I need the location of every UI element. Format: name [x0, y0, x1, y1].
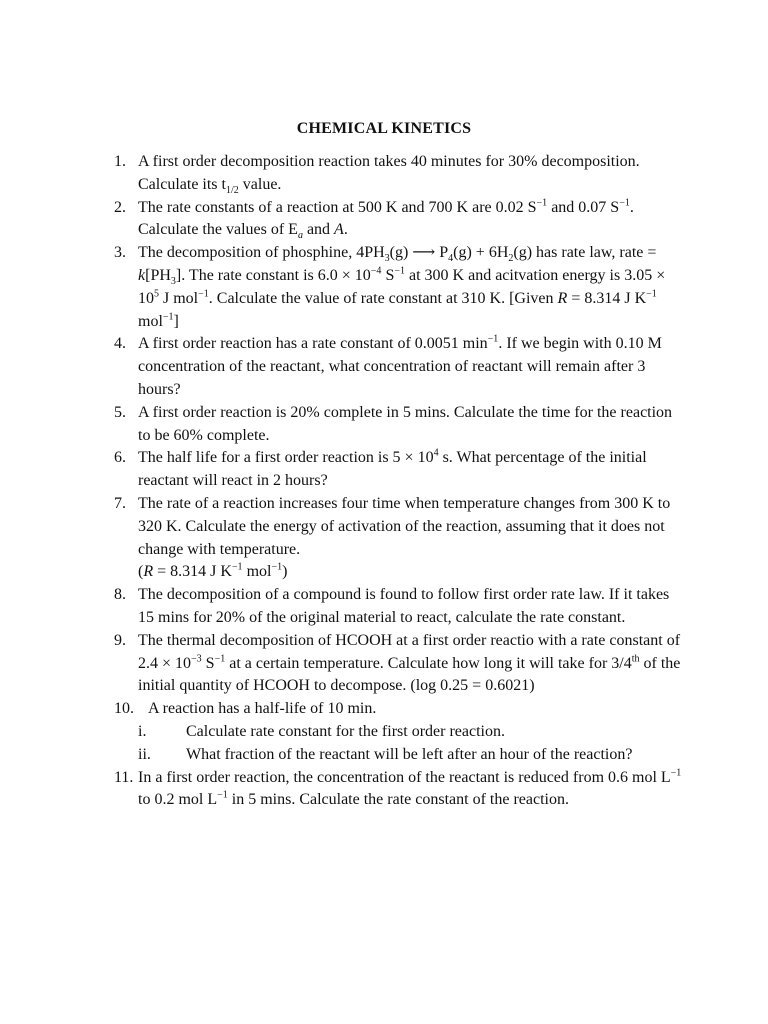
question-4: [114, 333, 684, 401]
symbol: k: [138, 266, 146, 284]
subscript: 4: [448, 253, 454, 265]
question-text: mol: [138, 312, 163, 330]
superscript: −1: [670, 767, 682, 779]
question-list: [114, 151, 684, 812]
superscript: 4: [433, 448, 439, 460]
question-text: (g) ⟶ P: [389, 244, 449, 262]
question-text: [PH: [145, 266, 171, 284]
sub-question-i: [114, 721, 684, 744]
question-3: [114, 242, 684, 333]
question-text: at a certain temperature. Calculate how long it will take for 3/4: [225, 654, 632, 672]
symbol: R: [143, 563, 154, 581]
subscript: 2: [508, 253, 514, 265]
symbol: R: [557, 289, 568, 307]
question-5: [114, 402, 684, 448]
question-text: . Calculate the value of rate constant at 310 K. [Given: [208, 289, 558, 307]
superscript: 5: [154, 288, 159, 300]
question-number: 7.: [114, 494, 126, 512]
sub-question-text: Calculate rate constant for the first order reaction.: [186, 722, 505, 740]
question-number: 3.: [114, 244, 126, 262]
question-number: 4.: [114, 335, 126, 353]
question-number: 9.: [114, 631, 126, 649]
question-text: .: [343, 221, 348, 239]
superscript: −1: [536, 197, 548, 209]
question-text: (g) + 6H: [453, 244, 509, 262]
question-text: of the initial quantity of HCOOH to decompose. (log 0.25 = 0.6021): [138, 654, 681, 695]
superscript: −1: [271, 562, 283, 574]
question-text: The decomposition of a compound is found to follow first order rate law. If it takes 15 mins for 20% of the original material to react, calculate the rate constant.: [138, 586, 670, 626]
question-11: [114, 767, 684, 813]
question-text: J mol: [159, 289, 199, 307]
question-text: (: [138, 563, 144, 581]
superscript: −1: [646, 288, 657, 300]
question-text: A first order reaction has a rate constant of 0.0051 min: [138, 335, 488, 353]
question-1: [114, 151, 684, 197]
symbol: A: [334, 221, 344, 239]
subscript: 1/2: [225, 184, 239, 196]
subscript: 3: [384, 253, 390, 265]
question-text: A first order reaction is 20% complete in 5 mins. Calculate the time for the reaction to be 60% complete.: [138, 403, 673, 444]
superscript: −1: [231, 562, 243, 574]
question-text: and 0.07 S: [547, 198, 620, 216]
superscript: −1: [214, 653, 226, 665]
question-text: ]: [173, 312, 179, 330]
question-text: at 300 K and acitvation energy is 3.05 × 10: [138, 266, 666, 307]
question-text: S: [381, 266, 395, 284]
superscript: th: [631, 653, 640, 665]
question-text: The thermal decomposition of HCOOH at a first order reactio with a rate constant of 2.4 × 10: [138, 631, 681, 672]
sub-question-text: What fraction of the reactant will be left after an hour of the reaction?: [186, 745, 633, 763]
question-number: 2.: [114, 198, 126, 216]
superscript: −1: [217, 789, 228, 801]
superscript: −1: [619, 197, 630, 209]
question-number: 1.: [114, 153, 126, 170]
question-number: 11.: [114, 768, 134, 786]
question-8: [114, 584, 684, 630]
question-text: mol: [242, 563, 272, 581]
question-number: 6.: [114, 449, 126, 467]
question-text: value.: [238, 175, 282, 193]
superscript: −1: [394, 265, 405, 277]
question-9: [114, 630, 684, 698]
question-text: ]. The rate constant is 6.0 × 10: [175, 266, 371, 284]
question-text: and: [302, 221, 335, 239]
superscript: −4: [370, 265, 382, 277]
superscript: −3: [191, 653, 202, 665]
question-6: [114, 447, 684, 493]
sub-question-number: ii.: [138, 745, 151, 763]
superscript: −1: [487, 334, 499, 346]
question-text: The half life for a first order reaction is 5 × 10: [138, 449, 434, 467]
question-7: [114, 493, 684, 584]
superscript: −1: [162, 311, 174, 323]
subscript: a: [297, 230, 303, 242]
question-text: to 0.2 mol L: [138, 791, 218, 809]
question-text: A first order decomposition reaction takes 40 minutes for 30% decomposition. Calculate its t: [138, 153, 640, 193]
question-text: A reaction has a half-life of 10 min.: [148, 700, 377, 718]
question-text: = 8.314 J K: [567, 289, 647, 307]
question-text: S: [201, 654, 215, 672]
subscript: 3: [170, 276, 176, 288]
sub-question-number: i.: [138, 722, 147, 740]
question-text: s. What percentage of the initial reactant will react in 2 hours?: [138, 449, 647, 490]
question-text: In a first order reaction, the concentration of the reactant is reduced from 0.6 mol L: [138, 768, 671, 786]
question-text: The rate of a reaction increases four time when temperature changes from 300 K to 320 K. Calculate the energy of activation of the reaction, assuming that it does not change with temperature.: [138, 494, 671, 558]
document-title: CHEMICAL KINETICS: [296, 120, 472, 137]
question-10: [114, 698, 684, 766]
superscript: −1: [198, 288, 209, 300]
question-text: The rate constants of a reaction at 500 K and 700 K are 0.02 S: [138, 198, 537, 216]
question-number: 5.: [114, 403, 126, 421]
question-text: in 5 mins. Calculate the rate constant of the reaction.: [227, 791, 569, 809]
question-text: ): [282, 563, 288, 581]
question-text: . If we begin with 0.10 M concentration of the reactant, what concentration of reactant will remain after 3 hours?: [138, 335, 662, 398]
question-text: . Calculate the values of E: [138, 198, 634, 239]
question-text: The decomposition of phosphine, 4PH: [138, 244, 385, 262]
sub-question-ii: [114, 744, 684, 767]
question-2: [114, 197, 684, 243]
question-text: = 8.314 J K: [153, 563, 232, 581]
question-text: (g) has rate law, rate =: [513, 244, 657, 262]
question-number: 8.: [114, 586, 126, 604]
question-number: 10.: [114, 700, 134, 718]
